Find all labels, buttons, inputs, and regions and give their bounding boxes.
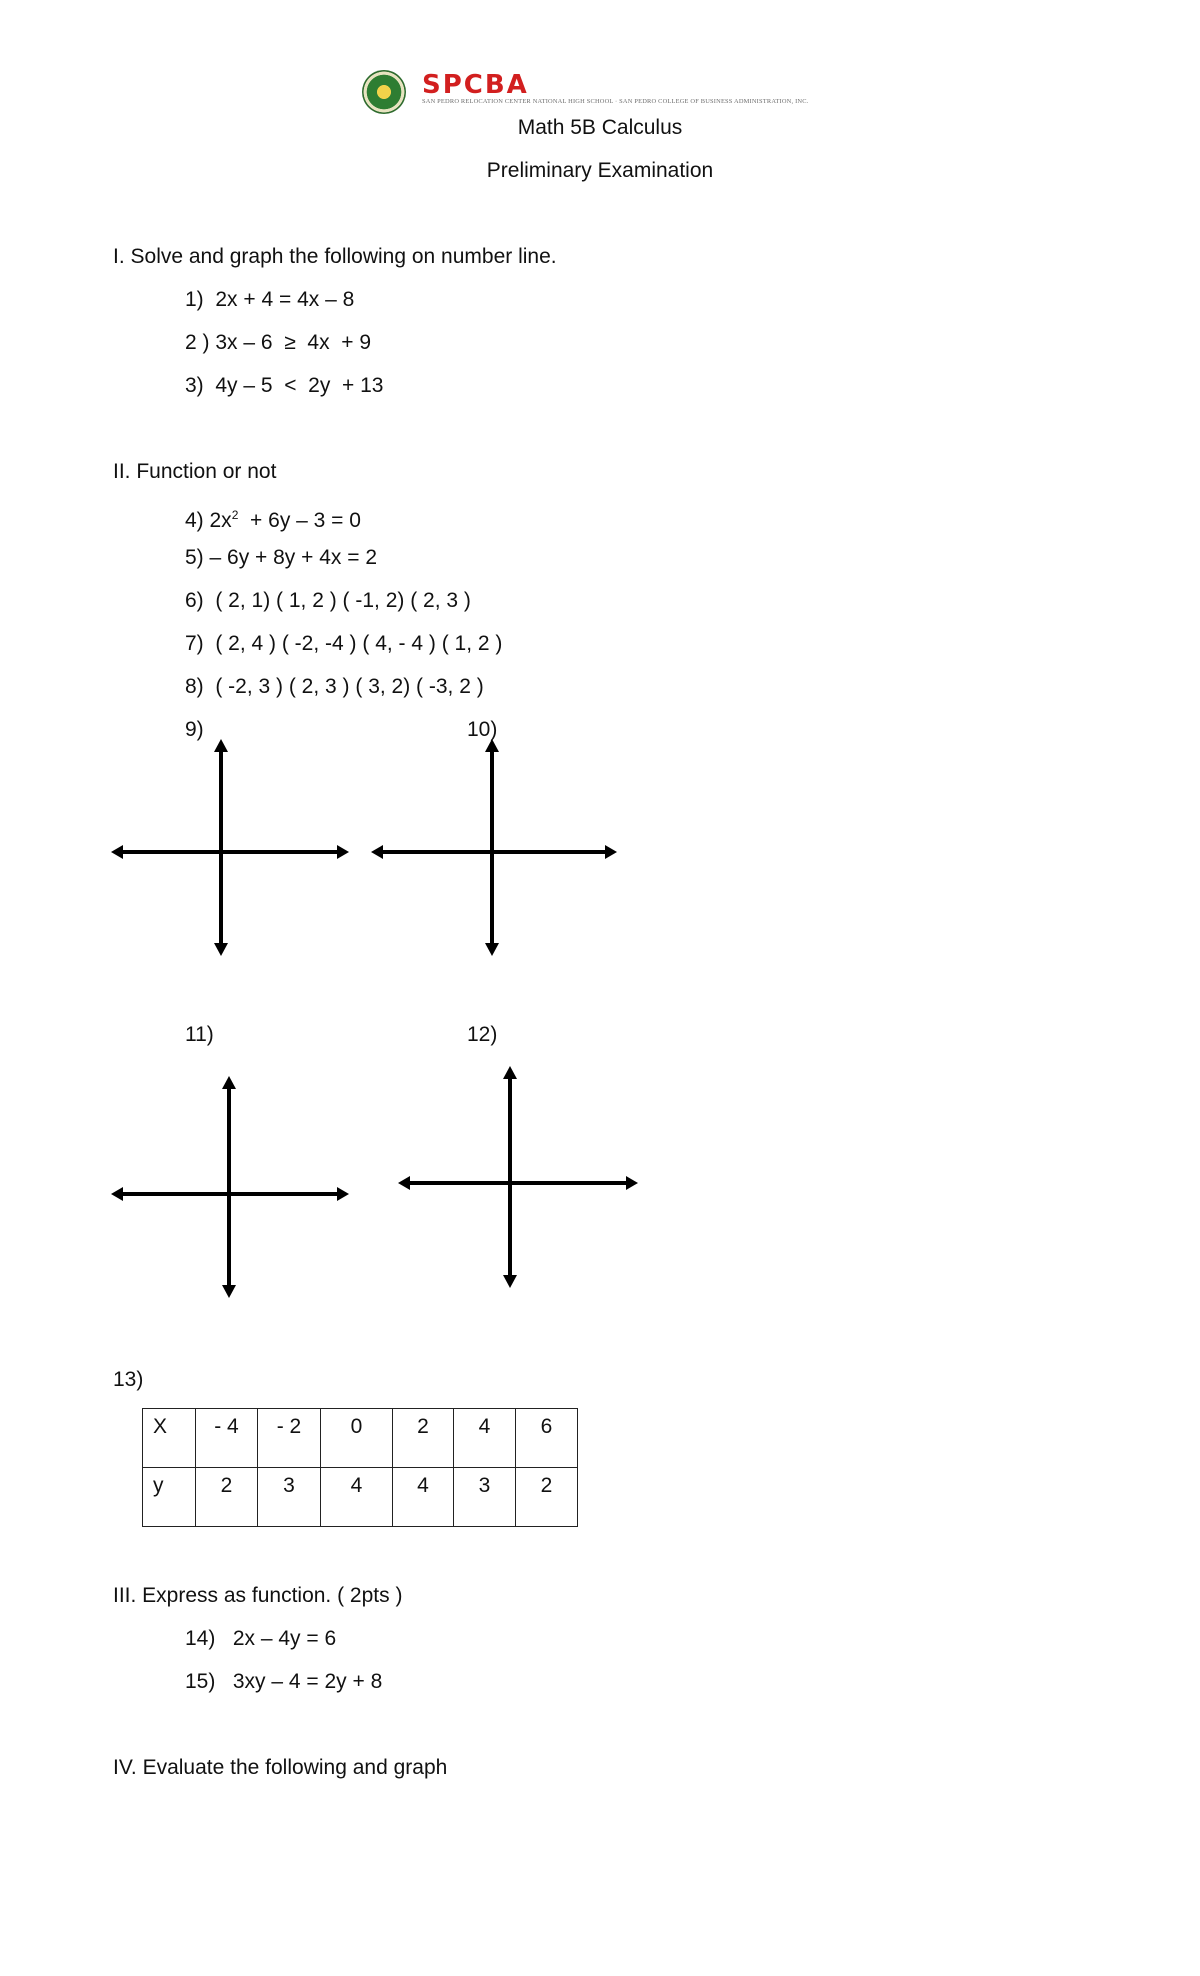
question-4 <box>185 502 361 534</box>
school-seal-icon <box>362 70 406 114</box>
question-4-exponent: 2 <box>231 508 239 522</box>
graph-10-axes <box>365 735 625 960</box>
exam-title: Preliminary Examination <box>486 159 714 182</box>
table-cell: y <box>143 1468 196 1527</box>
question-8: 8) ( -2, 3 ) ( 2, 3 ) ( 3, 2) ( -3, 2 ) <box>185 675 484 698</box>
graph-label-10: 10) <box>467 718 498 741</box>
question-2: 2 ) 3x – 6 ≥ 4x + 9 <box>185 331 372 354</box>
table-cell: 2 <box>393 1409 454 1468</box>
table-cell: X <box>143 1409 196 1468</box>
part3-heading: III. Express as function. ( 2pts ) <box>113 1584 403 1607</box>
table-cell: 2 <box>516 1468 578 1527</box>
question-3: 3) 4y – 5 < 2y + 13 <box>185 374 384 397</box>
graph-label-12: 12) <box>467 1023 498 1046</box>
table-cell: - 2 <box>258 1409 321 1468</box>
table-cell: 3 <box>258 1468 321 1527</box>
part2-heading: II. Function or not <box>113 460 277 483</box>
part4-heading: IV. Evaluate the following and graph <box>113 1756 448 1779</box>
question-4-base: 4) 2x <box>185 509 232 532</box>
table-cell: 4 <box>321 1468 393 1527</box>
graph-label-9: 9) <box>185 718 204 741</box>
question-15: 15) 3xy – 4 = 2y + 8 <box>185 1670 383 1693</box>
table-row <box>143 1468 578 1527</box>
course-title: Math 5B Calculus <box>517 116 683 139</box>
question-6: 6) ( 2, 1) ( 1, 2 ) ( -1, 2) ( 2, 3 ) <box>185 589 471 612</box>
graph-9-axes <box>105 735 355 960</box>
table-cell: 3 <box>454 1468 516 1527</box>
question-4-rest: + 6y – 3 = 0 <box>238 509 361 532</box>
question-14: 14) 2x – 4y = 6 <box>185 1627 337 1650</box>
table-cell: 6 <box>516 1409 578 1468</box>
part1-heading: I. Solve and graph the following on number line. <box>113 245 557 268</box>
logo-name: SPCBA <box>422 70 529 100</box>
table-cell: 4 <box>393 1468 454 1527</box>
logo-subtitle: SAN PEDRO RELOCATION CENTER NATIONAL HIGH SCHOOL · SAN PEDRO COLLEGE OF BUSINESS ADMINISTRATION, INC. <box>422 98 809 105</box>
question-7: 7) ( 2, 4 ) ( -2, -4 ) ( 4, - 4 ) ( 1, 2 ) <box>185 632 503 655</box>
table-cell: - 4 <box>196 1409 258 1468</box>
xy-table <box>142 1408 578 1527</box>
question-1: 1) 2x + 4 = 4x – 8 <box>185 288 355 311</box>
table-cell: 2 <box>196 1468 258 1527</box>
question-13: 13) <box>113 1368 144 1391</box>
graph-label-11: 11) <box>185 1023 214 1046</box>
school-logo <box>362 70 852 116</box>
question-5: 5) – 6y + 8y + 4x = 2 <box>185 546 378 569</box>
table-cell: 0 <box>321 1409 393 1468</box>
table-row <box>143 1409 578 1468</box>
table-cell: 4 <box>454 1409 516 1468</box>
graph-11-axes <box>105 1072 355 1302</box>
graph-12-axes <box>392 1062 647 1292</box>
